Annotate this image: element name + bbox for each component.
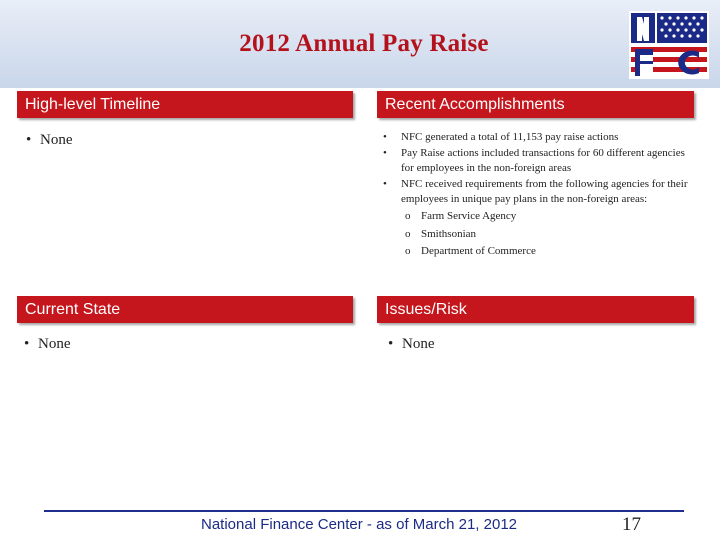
issues-item: • None: [388, 336, 435, 352]
list-item: • NFC received requirements from the following agencies for their employees in unique pay plans in the non-foreign areas:: [383, 178, 688, 205]
nfc-logo: [629, 11, 709, 79]
accomplishments-list: [383, 130, 688, 261]
list-item: • NFC generated a total of 11,153 pay raise actions: [383, 131, 619, 143]
timeline-item: • None: [26, 132, 73, 148]
slide-title: 2012 Annual Pay Raise: [239, 30, 489, 57]
footer-text: National Finance Center - as of March 21, 2012: [201, 516, 518, 533]
current-state-header: Current State: [17, 296, 353, 323]
timeline-header: High-level Timeline: [17, 91, 353, 118]
sub-list-item: o Department of Commerce: [405, 245, 536, 257]
accomplishments-header: Recent Accomplishments: [377, 91, 694, 118]
list-item: • Pay Raise actions included transactions for 60 different agencies for employees in the non-foreign areas: [383, 147, 685, 174]
current-state-item: • None: [24, 336, 71, 352]
page-number: 17: [622, 514, 641, 535]
sub-list-item: o Farm Service Agency: [405, 210, 517, 222]
footer-divider: [44, 510, 684, 512]
sub-list-item: o Smithsonian: [405, 227, 477, 240]
issues-header: Issues/Risk: [377, 296, 694, 323]
